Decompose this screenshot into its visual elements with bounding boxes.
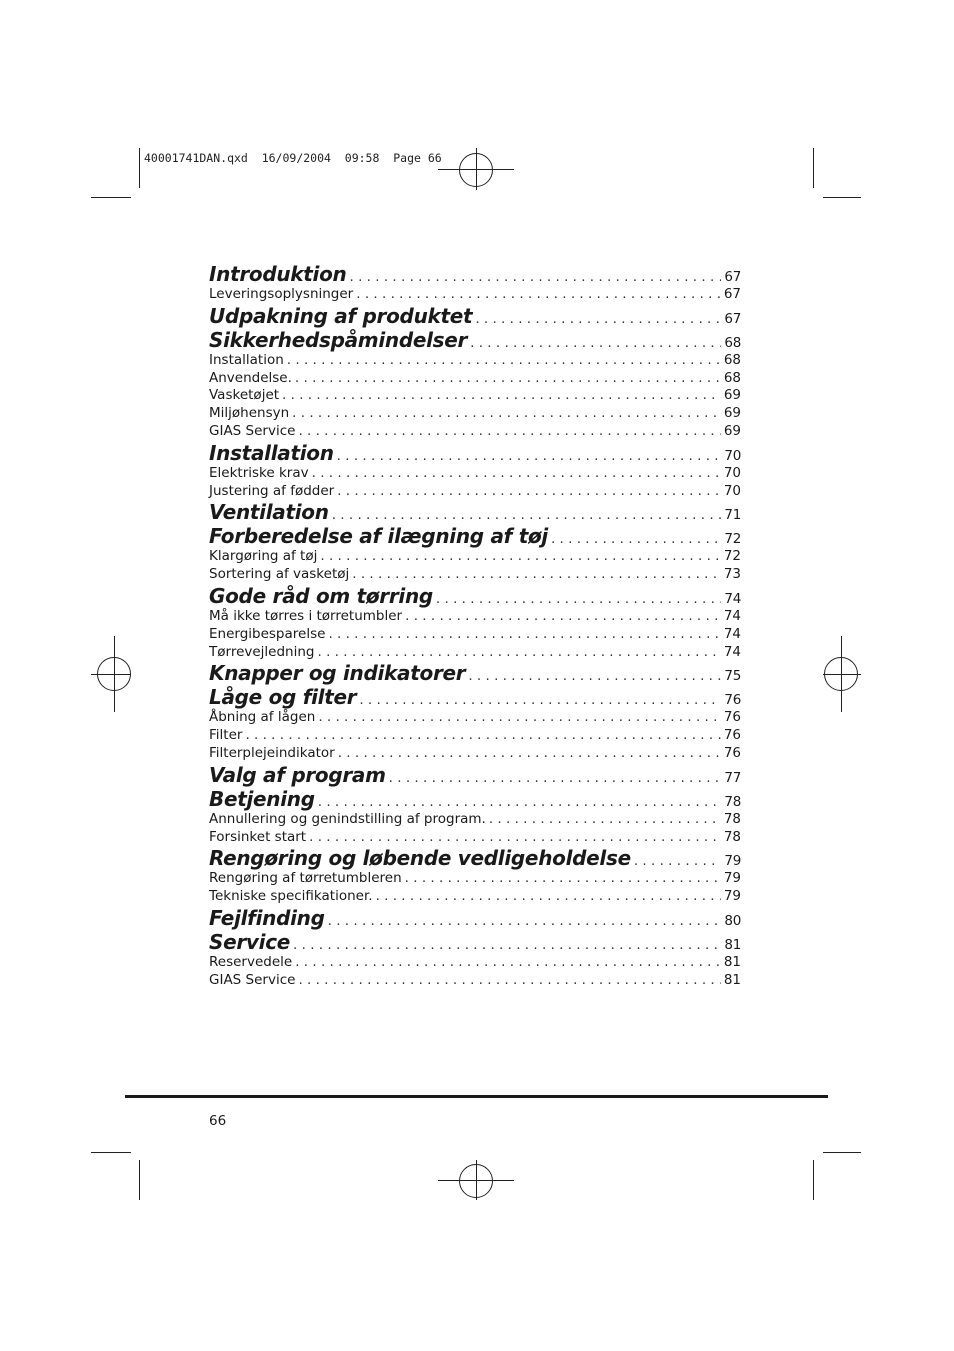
toc-title: Reservedele <box>209 953 293 970</box>
crop-mark-top-right-horizontal <box>823 197 861 198</box>
toc-page-number: 74 <box>723 625 741 642</box>
toc-heading <box>209 930 741 954</box>
toc-title: Må ikke tørres i tørretumbler <box>209 607 403 624</box>
toc-page-number: 70 <box>723 464 741 481</box>
toc-title: Fejlfinding <box>209 905 325 930</box>
toc-page-number: 81 <box>724 936 741 953</box>
toc-title: Udpakning af produktet <box>209 303 473 328</box>
registration-mark-right-v <box>841 636 842 712</box>
toc-page-number: 72 <box>723 548 741 565</box>
toc-page-number: 70 <box>723 482 741 499</box>
toc-title: Justering af fødder <box>209 482 335 499</box>
crop-mark-bottom-left-vertical <box>139 1160 140 1200</box>
toc-subentry <box>209 888 741 906</box>
registration-mark-right-h <box>823 674 861 675</box>
toc-leader-dots <box>475 307 721 331</box>
toc-subentry <box>209 566 741 584</box>
toc-heading <box>209 524 741 548</box>
toc-title: Åbning af lågen <box>209 709 316 726</box>
toc-page-number: 78 <box>723 810 741 827</box>
toc-leader-dots <box>405 608 721 626</box>
toc-leader-dots <box>298 423 720 441</box>
toc-page-number: 74 <box>724 590 741 607</box>
toc-title: Knapper og indikatorer <box>209 661 466 686</box>
crop-mark-bottom-left-horizontal <box>91 1152 131 1153</box>
toc-title: Låge og filter <box>209 685 357 710</box>
toc-title: Forsinket start <box>209 828 307 845</box>
toc-subentry <box>209 870 741 888</box>
toc-title: Filter <box>209 727 243 744</box>
toc-title: Energibesparelse <box>209 625 326 642</box>
toc-heading <box>209 906 741 930</box>
toc-subentry <box>209 370 741 388</box>
toc-page-number: 76 <box>723 727 741 744</box>
toc-leader-dots <box>295 954 721 972</box>
toc-title: Gode råd om tørring <box>209 583 433 608</box>
toc-leader-dots <box>282 387 721 405</box>
toc-title: Tørrevejledning <box>209 643 315 660</box>
toc-leader-dots <box>338 745 721 763</box>
toc-subentry <box>209 423 741 441</box>
toc-subentry <box>209 727 741 745</box>
crop-mark-bottom-right-horizontal <box>823 1152 861 1153</box>
toc-page-number: 67 <box>724 310 741 327</box>
toc-title: Klargøring af tøj <box>209 548 318 565</box>
toc-subentry <box>209 405 741 423</box>
toc-subentry <box>209 811 741 829</box>
toc-title: Elektriske krav <box>209 464 309 481</box>
toc-title: Rengøring af tørretumbleren <box>209 870 402 887</box>
toc-page-number: 68 <box>724 334 741 351</box>
toc-heading <box>209 661 741 685</box>
footer-rule <box>125 1095 828 1098</box>
toc-page-number: 74 <box>723 607 741 624</box>
toc-page-number: 73 <box>723 566 741 583</box>
toc-leader-dots <box>328 909 722 933</box>
toc-subentry <box>209 483 741 501</box>
toc-title: Leveringsoplysninger <box>209 286 354 302</box>
toc-page-number: 79 <box>724 853 741 870</box>
toc-leader-dots <box>376 888 721 906</box>
toc-page-number: 69 <box>723 422 741 439</box>
toc-subentry <box>209 954 741 972</box>
toc-subentry <box>209 745 741 763</box>
toc-page-number: 81 <box>723 971 741 988</box>
toc-subentry <box>209 286 741 304</box>
toc-title: Valg af program <box>209 762 386 787</box>
toc-page-number: 74 <box>723 643 741 660</box>
toc-leader-dots <box>245 727 720 745</box>
toc-title: Sikkerhedspåmindelser <box>209 327 468 352</box>
toc-leader-dots <box>356 286 721 304</box>
toc-title: Service <box>209 929 291 954</box>
registration-mark-bottom-v <box>476 1160 477 1200</box>
toc-page-number: 68 <box>723 369 741 386</box>
toc-leader-dots <box>287 352 721 370</box>
toc-leader-dots <box>328 626 720 644</box>
registration-mark-top-v <box>476 148 477 190</box>
registration-mark-left-v <box>114 636 115 712</box>
toc-subentry <box>209 608 741 626</box>
toc-subentry <box>209 709 741 727</box>
toc-title: Forberedelse af ilægning af tøj <box>209 524 548 549</box>
toc-subentry <box>209 644 741 662</box>
crop-mark-top-left-vertical <box>139 148 140 188</box>
page-number: 66 <box>209 1113 227 1129</box>
toc-leader-dots <box>337 483 721 501</box>
toc-subentry <box>209 387 741 405</box>
toc-subentry <box>209 465 741 483</box>
toc-title: Filterplejeindikator <box>209 744 335 761</box>
toc-page-number: 72 <box>724 531 741 548</box>
toc-page-number: 67 <box>723 286 741 302</box>
toc-heading <box>209 584 741 608</box>
toc-subentry <box>209 548 741 566</box>
toc-leader-dots <box>292 405 721 423</box>
toc-page-number: 77 <box>724 769 741 786</box>
toc-heading <box>209 685 741 709</box>
toc-page-number: 67 <box>724 269 741 285</box>
toc-title: Miljøhensyn <box>209 405 290 422</box>
toc-title: Vasketøjet <box>209 387 280 404</box>
toc-page-number: 76 <box>723 744 741 761</box>
toc-heading <box>209 763 741 787</box>
toc-subentry <box>209 829 741 847</box>
toc-page-number: 78 <box>724 793 741 810</box>
registration-mark-left-h <box>91 674 131 675</box>
toc-title: GIAS Service <box>209 971 296 988</box>
toc-leader-dots <box>312 465 721 483</box>
toc-subentry <box>209 352 741 370</box>
toc-page-number: 69 <box>723 405 741 422</box>
toc-title: Installation <box>209 351 284 368</box>
toc-subentry <box>209 972 741 990</box>
toc-heading <box>209 304 741 328</box>
toc-heading <box>209 328 741 352</box>
crop-mark-top-left-horizontal <box>91 197 131 198</box>
toc-page-number: 69 <box>723 387 741 404</box>
toc-leader-dots <box>318 709 721 727</box>
print-slug: 40001741DAN.qxd 16/09/2004 09:58 Page 66 <box>144 151 442 165</box>
toc-title: Rengøring og løbende vedligeholdelse <box>209 846 631 871</box>
toc-title: Sortering af vasketøj <box>209 566 350 583</box>
toc-page-number: 80 <box>724 912 741 929</box>
crop-mark-top-right-vertical <box>813 148 814 188</box>
toc-page-number: 79 <box>723 870 741 887</box>
toc-page-number: 68 <box>723 351 741 368</box>
toc-page-number: 79 <box>723 888 741 905</box>
toc-page-number: 81 <box>723 953 741 970</box>
toc-leader-dots <box>317 644 720 662</box>
toc-page-number: 78 <box>723 828 741 845</box>
toc-title: Ventilation <box>209 500 329 525</box>
toc-page-number: 76 <box>724 692 741 709</box>
toc-heading <box>209 441 741 465</box>
table-of-contents <box>209 262 741 990</box>
toc-page-number: 76 <box>723 709 741 726</box>
toc-title: Annullering og genindstilling af program. <box>209 810 486 827</box>
toc-page-number: 75 <box>724 668 741 685</box>
toc-title: Betjening <box>209 786 315 811</box>
toc-leader-dots <box>309 829 721 847</box>
toc-title: GIAS Service <box>209 422 296 439</box>
toc-title: Tekniske specifikationer. <box>209 888 373 905</box>
toc-title: Anvendelse. <box>209 369 292 386</box>
crop-mark-bottom-right-vertical <box>813 1160 814 1200</box>
toc-page-number: 71 <box>724 507 741 524</box>
toc-leader-dots <box>295 370 721 388</box>
toc-leader-dots <box>489 811 721 829</box>
toc-heading <box>209 787 741 811</box>
toc-leader-dots <box>405 870 721 888</box>
toc-title: Introduktion <box>209 262 347 286</box>
toc-leader-dots <box>468 664 721 688</box>
toc-leader-dots <box>389 766 722 790</box>
toc-heading <box>209 262 741 286</box>
toc-subentry <box>209 626 741 644</box>
toc-heading <box>209 500 741 524</box>
toc-page-number: 70 <box>724 447 741 464</box>
toc-leader-dots <box>352 566 721 584</box>
toc-title: Installation <box>209 440 334 465</box>
toc-leader-dots <box>320 548 720 566</box>
toc-leader-dots <box>298 972 720 990</box>
toc-heading <box>209 846 741 870</box>
